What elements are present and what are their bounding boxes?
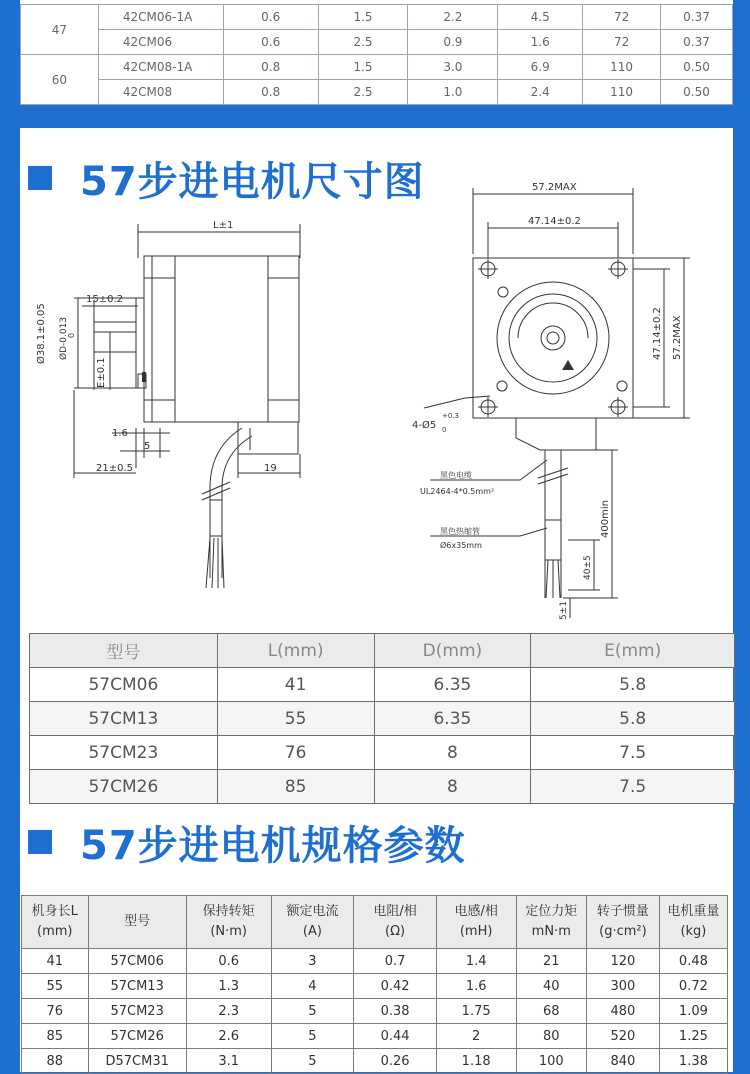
column-header (88, 896, 186, 949)
table-cell: 68 (516, 999, 587, 1024)
label-holes-tol-up: +0.3 (442, 412, 459, 420)
table-cell: 2.4 (498, 80, 583, 105)
previous-spec-table-panel (20, 0, 733, 104)
header-line-1: 电感/相 (454, 904, 498, 919)
header-line-2: (g·cm²) (599, 924, 647, 939)
label-cable-spec: UL2464-4*0.5mm² (420, 487, 495, 496)
header-line-1: 电阻/相 (373, 904, 417, 919)
table-cell: 520 (587, 1024, 660, 1049)
table-cell: 1.6 (436, 974, 516, 999)
label-hole-span: 47.14±0.2 (528, 216, 581, 227)
table-row (22, 1024, 728, 1049)
table-cell: 2.6 (186, 1024, 271, 1049)
table-cell: 42CM06-1A (98, 5, 223, 30)
table-cell: 7.5 (531, 770, 735, 804)
header-line-2: mN·m (531, 924, 571, 939)
table-cell: 1.75 (436, 999, 516, 1024)
table-cell: 42CM08 (98, 80, 223, 105)
column-header (436, 896, 516, 949)
table-cell: 0.26 (354, 1049, 436, 1074)
table-cell: 2.2 (408, 5, 498, 30)
table-cell: 40 (516, 974, 587, 999)
table-cell: 5 (271, 999, 354, 1024)
table-cell: 3.1 (186, 1049, 271, 1074)
table-cell: 57CM26 (30, 770, 218, 804)
label-5: 5 (144, 441, 151, 452)
table-cell: 480 (587, 999, 660, 1024)
table-cell: 6.35 (374, 668, 531, 702)
table-cell: 72 (583, 5, 661, 30)
table-cell: 4 (271, 974, 354, 999)
table-cell: 85 (22, 1024, 89, 1049)
table-row (30, 668, 735, 702)
table-row (22, 974, 728, 999)
table-cell: 88 (22, 1049, 89, 1074)
table-cell: 1.18 (436, 1049, 516, 1074)
table-row (21, 30, 733, 55)
table-cell: 80 (516, 1024, 587, 1049)
label-length: L±1 (213, 220, 234, 231)
table-cell: 0.38 (354, 999, 436, 1024)
table-cell: 55 (22, 974, 89, 999)
table-cell: 5 (271, 1049, 354, 1074)
header-line-2: (mm) (37, 924, 73, 939)
table-cell: 0.37 (661, 5, 733, 30)
table-cell: 110 (583, 80, 661, 105)
label-5-1: 5±1 (559, 601, 569, 620)
table-cell: 42CM06 (98, 30, 223, 55)
previous-spec-table (20, 4, 733, 105)
table-cell: 55 (217, 702, 374, 736)
table-cell: 300 (587, 974, 660, 999)
table-cell: 1.5 (318, 55, 408, 80)
table-cell: 0.50 (661, 80, 733, 105)
column-header: 型号 (30, 634, 218, 668)
label-max-width: 57.2MAX (532, 182, 577, 193)
table-row (21, 80, 733, 105)
label-shaft-length: 15±0.2 (86, 294, 124, 305)
table-cell: 2 (436, 1024, 516, 1049)
table-cell: 72 (583, 30, 661, 55)
spec-section-title: 57步进电机规格参数 (80, 822, 466, 869)
header-line-1: 转子惯量 (596, 904, 649, 919)
table-cell: 5 (271, 1024, 354, 1049)
table-cell: 41 (217, 668, 374, 702)
table-cell: 0.37 (661, 30, 733, 55)
table-cell: 3 (271, 949, 354, 974)
label-holes: 4-Ø5 (412, 420, 437, 431)
label-holes-tol-low: 0 (442, 426, 447, 434)
table-cell: 21 (516, 949, 587, 974)
table-cell: 0.8 (223, 55, 318, 80)
table-cell: 120 (587, 949, 660, 974)
table-row (22, 999, 728, 1024)
table-row (22, 1049, 728, 1074)
table-cell: 0.8 (223, 80, 318, 105)
label-shaft-dia: ØD-0.013 (59, 316, 69, 360)
table-cell: 76 (217, 736, 374, 770)
table-cell: 5.8 (531, 668, 735, 702)
table-header-row (22, 896, 728, 949)
table-cell: 2.3 (186, 999, 271, 1024)
table-cell: 57CM13 (88, 974, 186, 999)
label-19: 19 (264, 463, 277, 474)
table-row (21, 5, 733, 30)
column-header: L(mm) (217, 634, 374, 668)
table-cell: 1.5 (318, 5, 408, 30)
spec-section-header (28, 812, 466, 872)
label-1-6: 1.6 (112, 428, 128, 439)
table-cell: 1.0 (408, 80, 498, 105)
dimension-panel (20, 128, 733, 812)
table-cell: 1.25 (659, 1024, 727, 1049)
label-hole-span-v: 47.14±0.2 (652, 307, 663, 360)
label-sleeve-name: 黑色热缩管 (440, 527, 480, 536)
label-sleeve-spec: Ø6x35mm (440, 541, 482, 550)
header-line-2: (A) (302, 924, 322, 939)
size-cell: 60 (21, 55, 99, 105)
table-cell: 0.7 (354, 949, 436, 974)
column-header (659, 896, 727, 949)
table-cell: 7.5 (531, 736, 735, 770)
column-header: D(mm) (374, 634, 531, 668)
table-cell: 6.9 (498, 55, 583, 80)
table-cell: 8 (374, 770, 531, 804)
section-square-icon (28, 830, 52, 854)
table-cell: 100 (516, 1049, 587, 1074)
table-cell: 0.42 (354, 974, 436, 999)
dimension-table (29, 633, 735, 804)
table-cell: 57CM23 (30, 736, 218, 770)
label-cable-name: 黑色电缆 (440, 471, 472, 480)
label-pilot-dia: Ø38.1±0.05 (36, 303, 47, 364)
table-cell: 42CM08-1A (98, 55, 223, 80)
table-row (30, 770, 735, 804)
label-flat: E±0.1 (96, 357, 107, 388)
table-cell: 0.44 (354, 1024, 436, 1049)
table-cell: 0.48 (659, 949, 727, 974)
header-line-2: (N·m) (210, 924, 247, 939)
table-cell: 57CM06 (88, 949, 186, 974)
table-cell: 57CM23 (88, 999, 186, 1024)
spec-table (21, 895, 728, 1074)
column-header (354, 896, 436, 949)
table-cell: 8 (374, 736, 531, 770)
column-header (516, 896, 587, 949)
header-line-2: (kg) (680, 924, 707, 939)
table-cell: 1.38 (659, 1049, 727, 1074)
table-cell: 1.09 (659, 999, 727, 1024)
label-max-height: 57.2MAX (672, 315, 683, 360)
table-cell: 6.35 (374, 702, 531, 736)
label-lead-length: 400min (600, 500, 611, 538)
table-cell: 85 (217, 770, 374, 804)
column-header: E(mm) (531, 634, 735, 668)
header-line-1: 电机重量 (667, 904, 720, 919)
size-cell: 47 (21, 5, 99, 55)
table-cell: 76 (22, 999, 89, 1024)
table-cell: 0.9 (408, 30, 498, 55)
label-40: 40±5 (583, 555, 593, 580)
table-cell: 2.5 (318, 30, 408, 55)
column-header (587, 896, 660, 949)
dimension-section-title: 57步进电机尺寸图 (80, 158, 425, 205)
table-cell: 0.6 (186, 949, 271, 974)
header-line-1: 额定电流 (286, 904, 339, 919)
table-cell: 5.8 (531, 702, 735, 736)
table-cell: 0.72 (659, 974, 727, 999)
table-cell: 1.6 (498, 30, 583, 55)
header-line-2: (mH) (459, 924, 493, 939)
table-cell: 840 (587, 1049, 660, 1074)
table-cell: 4.5 (498, 5, 583, 30)
table-row (30, 702, 735, 736)
table-cell: 0.6 (223, 5, 318, 30)
header-line-1: 型号 (124, 914, 151, 929)
header-line-1: 保持转矩 (202, 904, 255, 919)
table-cell: 1.4 (436, 949, 516, 974)
table-header-row (30, 634, 735, 668)
column-header (271, 896, 354, 949)
table-cell: 0.50 (661, 55, 733, 80)
header-line-1: 定位力矩 (525, 904, 578, 919)
table-row (21, 55, 733, 80)
label-shaft-d0: 0 (67, 332, 76, 338)
table-cell: 110 (583, 55, 661, 80)
header-line-1: 机身长L (31, 904, 78, 919)
header-line-2: (Ω) (385, 924, 406, 939)
table-cell: 3.0 (408, 55, 498, 80)
table-cell: 1.3 (186, 974, 271, 999)
table-cell: 2.5 (318, 80, 408, 105)
table-row (22, 949, 728, 974)
label-21: 21±0.5 (96, 463, 134, 474)
motor-dimension-drawing (20, 128, 733, 628)
table-cell: 41 (22, 949, 89, 974)
column-header (186, 896, 271, 949)
table-cell: 57CM26 (88, 1024, 186, 1049)
spec-panel (20, 812, 733, 1072)
table-cell: 57CM06 (30, 668, 218, 702)
column-header (22, 896, 89, 949)
table-cell: 0.6 (223, 30, 318, 55)
table-cell: 57CM13 (30, 702, 218, 736)
table-row (30, 736, 735, 770)
table-cell: D57CM31 (88, 1049, 186, 1074)
